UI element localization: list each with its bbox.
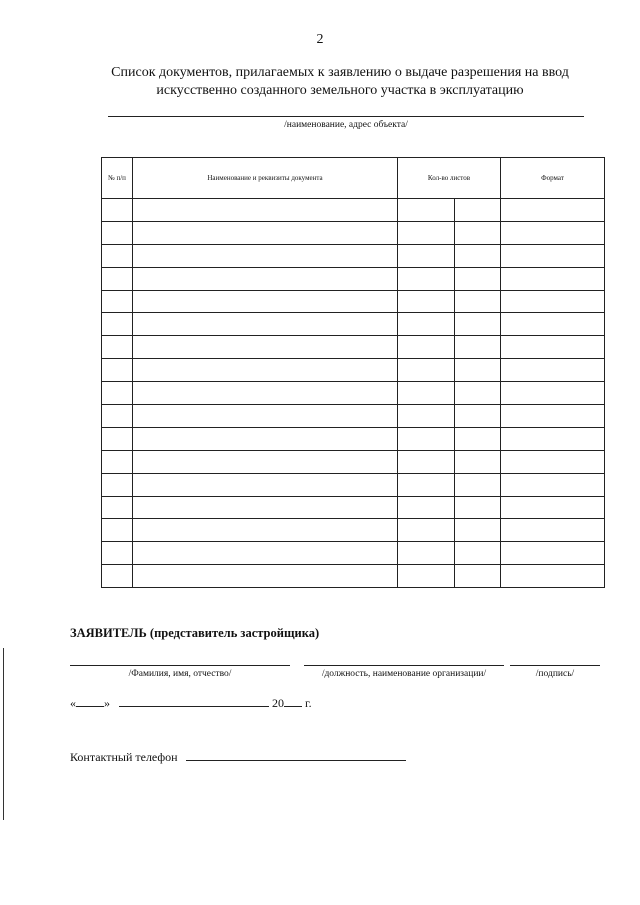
cell-number [102,382,133,405]
cell-number [102,313,133,336]
cell-sheets-b [455,199,501,222]
page-number: 2 [316,32,324,47]
cell-document-name [133,313,398,336]
applicant-title: ЗАЯВИТЕЛЬ (представитель застройщика) [70,626,320,640]
cell-sheets-b [455,519,501,542]
cell-number [102,427,133,450]
cell-sheets-b [455,496,501,519]
table-row [102,473,605,496]
cell-number [102,199,133,222]
cell-sheets-a [398,290,455,313]
table-row [102,565,605,588]
document-title [70,64,610,100]
cell-format [501,199,605,222]
day-blank [76,695,104,707]
cell-sheets-a [398,427,455,450]
signature-line [510,665,600,666]
year-suffix: г. [305,696,312,710]
cell-format [501,496,605,519]
month-blank [119,695,269,707]
table-row [102,450,605,473]
table-row [102,244,605,267]
cell-sheets-a [398,359,455,382]
table-header-row [102,158,605,199]
cell-document-name [133,382,398,405]
cell-sheets-a [398,405,455,428]
cell-format [501,405,605,428]
phone-label: Контактный телефон [70,750,178,764]
cell-format [501,313,605,336]
signature-caption: /подпись/ [535,669,575,679]
cell-document-name [133,450,398,473]
date-open-quote: « [70,696,76,710]
cell-sheets-b [455,565,501,588]
table-row [102,290,605,313]
phone-blank [186,749,406,761]
cell-number [102,450,133,473]
cell-sheets-b [455,313,501,336]
cell-sheets-a [398,542,455,565]
header-document-name: Наименование и реквизиты документа [133,158,398,199]
cell-document-name [133,519,398,542]
table-row [102,267,605,290]
cell-number [102,565,133,588]
cell-document-name [133,405,398,428]
table-row [102,405,605,428]
cell-format [501,267,605,290]
year-blank [284,695,302,707]
cell-number [102,290,133,313]
cell-document-name [133,290,398,313]
table-row [102,427,605,450]
table-row [102,221,605,244]
cell-number [102,473,133,496]
cell-sheets-a [398,565,455,588]
name-line [70,665,290,666]
position-line [304,665,504,666]
cell-sheets-b [455,336,501,359]
cell-sheets-b [455,473,501,496]
title-line-1: Список документов, прилагаемых к заявлению о выдаче разрешения на ввод [111,65,569,80]
cell-sheets-a [398,199,455,222]
table-row [102,542,605,565]
cell-sheets-a [398,336,455,359]
cell-format [501,244,605,267]
cell-document-name [133,473,398,496]
cell-document-name [133,427,398,450]
table-row [102,313,605,336]
phone-row [70,749,406,765]
title-line-2: искусственно созданного земельного участка в эксплуатацию [156,83,524,98]
header-number: № п/п [102,158,133,199]
cell-document-name [133,336,398,359]
cell-format [501,382,605,405]
cell-document-name [133,267,398,290]
cell-document-name [133,496,398,519]
header-sheet-count: Кол-во листов [398,158,501,199]
cell-sheets-a [398,496,455,519]
cell-format [501,427,605,450]
table-row [102,336,605,359]
cell-document-name [133,542,398,565]
cell-number [102,542,133,565]
name-caption: /Фамилия, имя, отчество/ [128,669,232,679]
cell-number [102,405,133,428]
cell-sheets-a [398,519,455,542]
cell-document-name [133,565,398,588]
cell-sheets-b [455,244,501,267]
table-row [102,199,605,222]
cell-number [102,359,133,382]
date-close-quote: » [104,696,110,710]
cell-sheets-a [398,221,455,244]
cell-sheets-b [455,221,501,244]
cell-format [501,565,605,588]
cell-format [501,473,605,496]
cell-sheets-b [455,267,501,290]
cell-format [501,290,605,313]
cell-number [102,496,133,519]
cell-document-name [133,359,398,382]
cell-sheets-a [398,313,455,336]
cell-number [102,221,133,244]
cell-format [501,336,605,359]
object-name-caption: /наименование, адрес объекта/ [284,120,408,130]
cell-sheets-a [398,267,455,290]
cell-format [501,221,605,244]
cell-format [501,542,605,565]
date-row [70,695,312,711]
cell-sheets-b [455,405,501,428]
table-row [102,382,605,405]
cell-number [102,519,133,542]
cell-format [501,450,605,473]
cell-format [501,359,605,382]
cell-number [102,244,133,267]
documents-table [101,157,605,588]
cell-format [501,519,605,542]
cell-sheets-b [455,359,501,382]
table-body [102,199,605,588]
margin-mark [3,648,4,820]
cell-document-name [133,199,398,222]
cell-number [102,336,133,359]
cell-sheets-a [398,244,455,267]
header-format: Формат [501,158,605,199]
cell-sheets-b [455,382,501,405]
table-row [102,496,605,519]
object-name-line [108,116,584,117]
position-caption: /должность, наименование организации/ [321,669,487,679]
year-prefix: 20 [272,696,284,710]
cell-sheets-b [455,542,501,565]
cell-sheets-b [455,450,501,473]
cell-document-name [133,244,398,267]
cell-sheets-a [398,473,455,496]
cell-sheets-b [455,290,501,313]
cell-number [102,267,133,290]
table-row [102,519,605,542]
table-row [102,359,605,382]
cell-sheets-a [398,382,455,405]
cell-document-name [133,221,398,244]
cell-sheets-b [455,427,501,450]
cell-sheets-a [398,450,455,473]
